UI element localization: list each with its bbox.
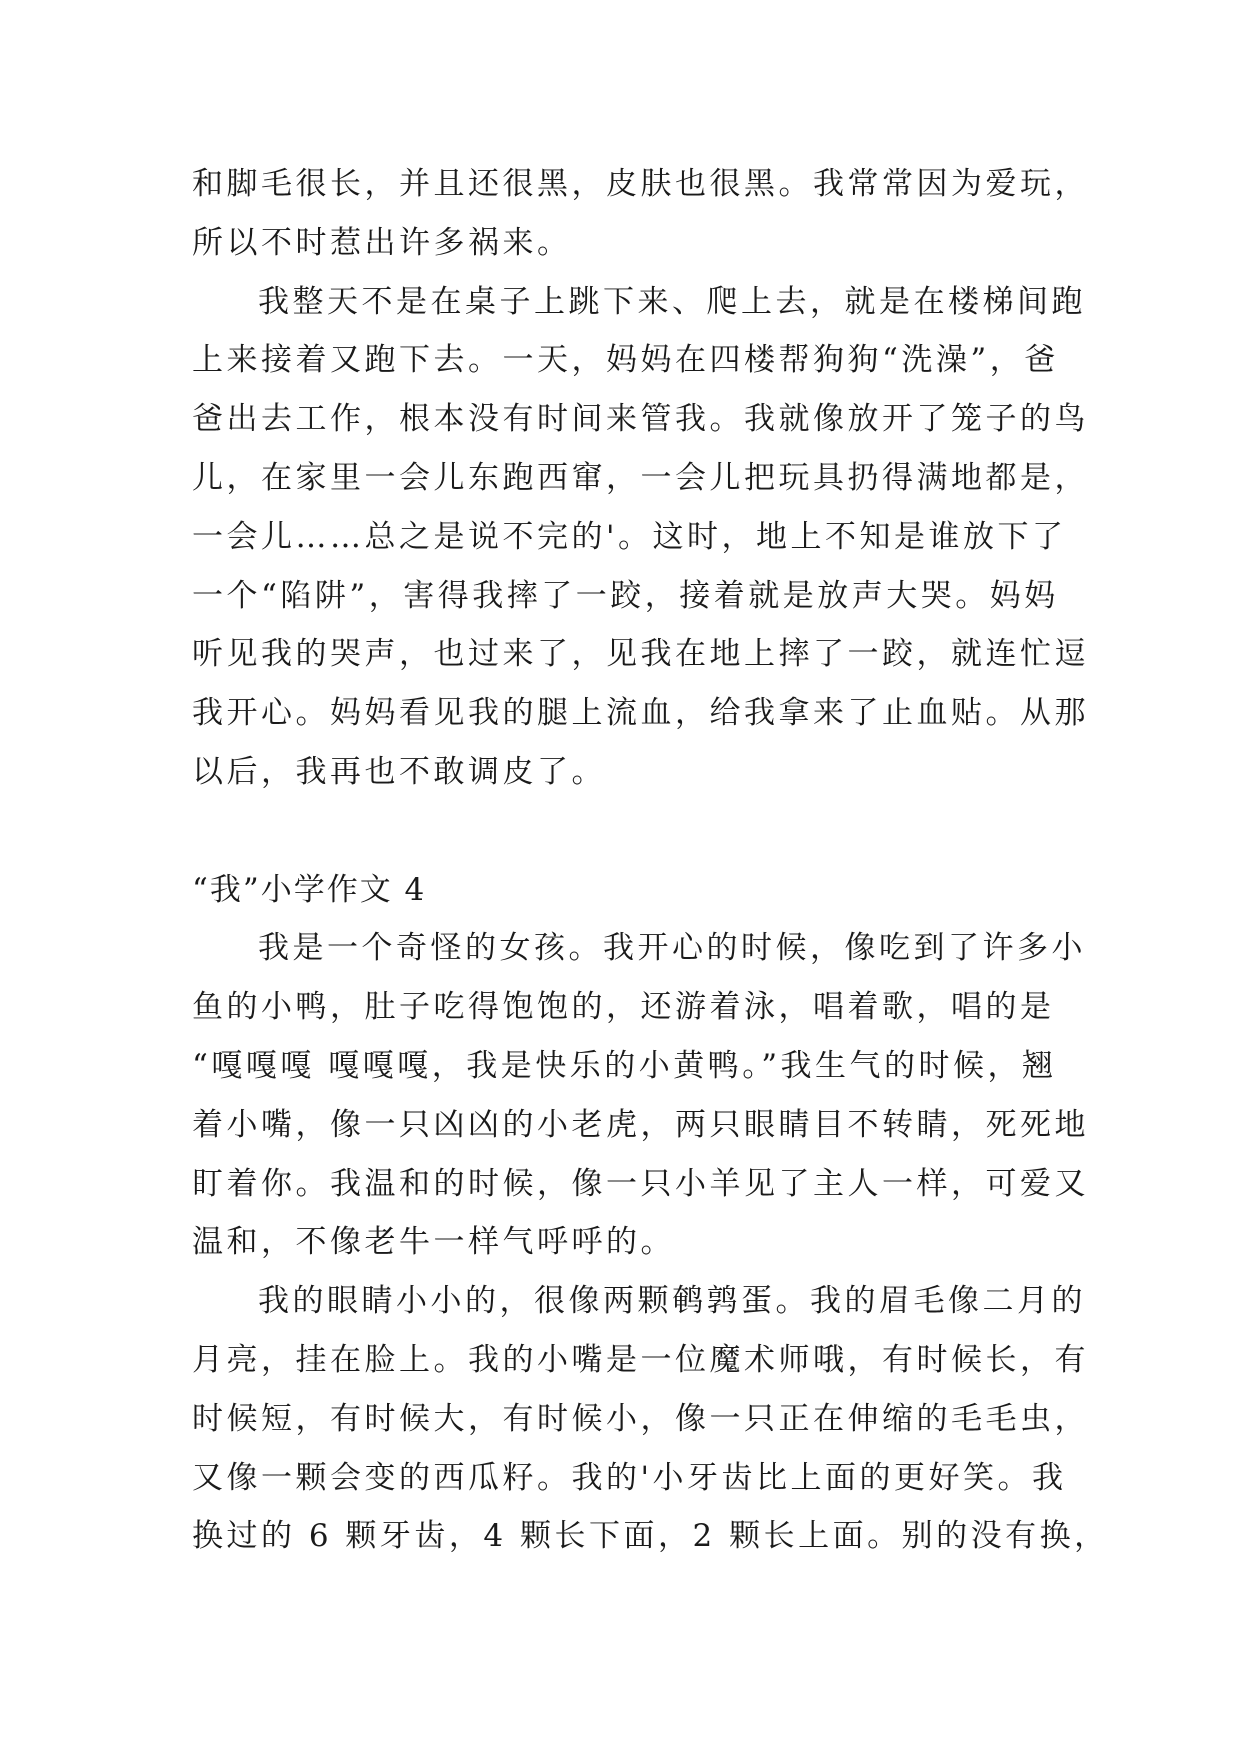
paragraph-3 [192,919,1089,1272]
text-line: 一个“陷阱”，害得我摔了一跤，接着就是放声大哭。妈妈 [192,577,1059,614]
text-line: 和脚毛很长，并且还很黑，皮肤也很黑。我常常因为爱玩， [192,166,1089,202]
text-line: 又像一颗会变的西瓜籽。我的'小牙齿比上面的更好笑。我 [192,1459,1067,1496]
text-line: 上来接着又跑下去。一天，妈妈在四楼帮狗狗“洗澡”，爸 [192,342,1059,379]
text-line: 一会儿……总之是说不完的'。这时，地上不知是谁放下了 [192,518,1067,555]
text-line: 时候短，有时候大，有时候小，像一只正在伸缩的毛毛虫， [192,1400,1089,1437]
text-line: 所以不时惹出许多祸来。 [192,224,572,261]
text-line: 我的眼睛小小的，很像两颗鹌鹑蛋。我的眉毛像二月的 [258,1283,1086,1320]
text-line: 我整天不是在桌子上跳下来、爬上去，就是在楼梯间跑 [258,283,1086,320]
document-body [192,155,1109,1566]
paragraph-spacer [192,802,1052,861]
text-line: 着小嘴，像一只凶凶的小老虎，两只眼睛目不转睛，死死地 [192,1106,1089,1143]
text-line: 盯着你。我温和的时候，像一只小羊见了主人一样，可爱又 [192,1165,1089,1202]
text-line: 儿，在家里一会儿东跑西窜，一会儿把玩具扔得满地都是， [192,459,1089,496]
text-line: 我是一个奇怪的女孩。我开心的时候，像吃到了许多小 [258,930,1086,967]
text-line: 鱼的小鸭，肚子吃得饱饱的，还游着泳，唱着歌，唱的是 [192,989,1055,1026]
text-line: 听见我的哭声，也过来了，见我在地上摔了一跤，就连忙逗 [192,636,1089,673]
text-line: 月亮，挂在脸上。我的小嘴是一位魔术师哦，有时候长，有 [192,1341,1089,1378]
text-line: 换过的 6 颗牙齿，4 颗长下面，2 颗长上面。别的没有换， [192,1518,1109,1555]
text-line: 我开心。妈妈看见我的腿上流血，给我拿来了止血贴。从那 [192,695,1089,732]
text-line: 爸出去工作，根本没有时间来管我。我就像放开了笼子的鸟 [192,401,1089,438]
text-line: 以后，我再也不敢调皮了。 [192,753,606,790]
paragraph-2 [192,273,1089,802]
paragraph-1 [192,155,1089,273]
section-title: “我”小学作文 4 [192,871,427,908]
paragraph-4 [192,1272,1109,1566]
text-line: 温和，不像老牛一样气呼呼的。 [192,1224,675,1261]
text-line: “嘎嘎嘎 嘎嘎嘎，我是快乐的小黄鸭。”我生气的时候，翘 [192,1047,1057,1084]
